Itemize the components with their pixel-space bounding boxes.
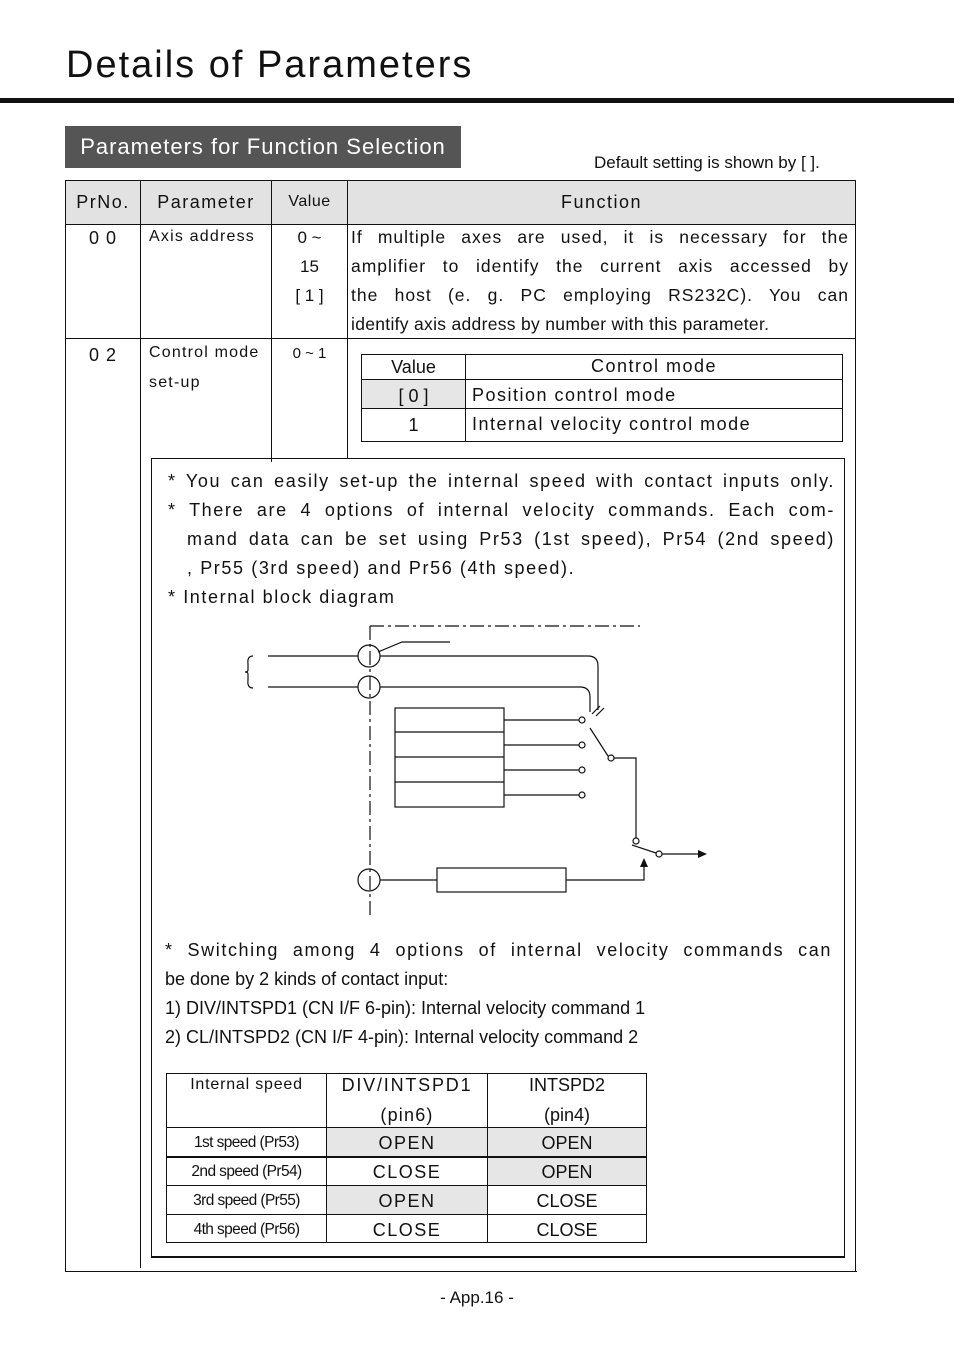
mode-row2-mode: Internal velocity control mode xyxy=(472,414,752,434)
mode-row1-mode: Position control mode xyxy=(472,385,677,405)
speed-header-intspd2-l2: (pin4) xyxy=(543,1105,591,1125)
row1-parameter: Axis address xyxy=(149,228,255,245)
row1-function-l4: identify axis address by number with this parameter. xyxy=(351,314,770,334)
input-brace xyxy=(245,656,253,688)
speed-header-internal-speed: Internal speed xyxy=(190,1076,303,1093)
row1-function-l1: If multiple axes are used, it is necessary for the xyxy=(351,227,849,247)
speed-table-h2 xyxy=(166,1156,647,1158)
switching-line-4: 2) CL/INTSPD2 (CN I/F 4-pin): Internal velocity command 2 xyxy=(165,1027,639,1047)
speed-row4-label: 4th speed (Pr56) xyxy=(193,1221,300,1238)
control-arrowhead xyxy=(640,858,648,867)
speed-row3-intspd1: OPEN xyxy=(378,1191,436,1211)
leader-line xyxy=(378,642,450,652)
switching-line-1: * Switching among 4 options of internal velocity commands can xyxy=(165,940,832,960)
default-setting-note: Default setting is shown by [ ]. xyxy=(594,153,820,172)
selector-output-line xyxy=(614,758,636,838)
bullet-1: * You can easily set-up the internal speed with contact inputs only. xyxy=(168,471,835,491)
input-circle-1 xyxy=(358,645,380,667)
row2-parameter-l2: set-up xyxy=(149,374,201,391)
control-line-1 xyxy=(380,656,598,710)
page-number: - App.16 - xyxy=(440,1288,514,1307)
input-circle-2 xyxy=(358,676,380,698)
speed-table-right xyxy=(646,1073,647,1243)
bullet-2: * There are 4 options of internal velocity commands. Each com- xyxy=(168,500,835,520)
speed-row1-intspd2: OPEN xyxy=(541,1133,593,1153)
contact-1 xyxy=(579,717,585,723)
speed-table-h1 xyxy=(166,1127,647,1128)
switching-line-2: be done by 2 kinds of contact input: xyxy=(165,969,449,989)
speed-row4-intspd1: CLOSE xyxy=(372,1220,442,1240)
row2-prno: 0 2 xyxy=(89,345,118,365)
selector-pivot xyxy=(608,755,614,761)
mode-header-control-mode: Control mode xyxy=(590,356,718,376)
speed-row2-intspd1: CLOSE xyxy=(372,1162,442,1182)
contact-2 xyxy=(579,742,585,748)
speed-row4-intspd2: CLOSE xyxy=(536,1220,598,1240)
mode-switch-pivot xyxy=(656,851,662,857)
header-prno: PrNo. xyxy=(76,192,130,212)
row1-function-l2: amplifier to identify the current axis accessed by xyxy=(351,256,849,276)
row1-function-l3: the host (e. g. PC employing RS232C). You can xyxy=(351,285,849,305)
section-banner: Parameters for Function Selection xyxy=(65,126,461,168)
speed-table-v1 xyxy=(326,1073,327,1243)
bullet-2-cont-2: , Pr55 (3rd speed) and Pr56 (4th speed). xyxy=(187,558,576,578)
row1-value-l3: [ 1 ] xyxy=(295,286,324,305)
header-function: Function xyxy=(560,192,643,212)
speed-table-left xyxy=(166,1073,167,1243)
mode-switch-arm xyxy=(632,845,656,853)
speed-row3-label: 3rd speed (Pr55) xyxy=(193,1192,300,1209)
mode-header-value: Value xyxy=(391,357,436,377)
row2-value: 0 ~ 1 xyxy=(292,345,327,362)
lower-control-line xyxy=(566,866,644,880)
selector-arm xyxy=(590,728,608,756)
control-mode-block xyxy=(437,868,566,892)
mode-switch-contact xyxy=(633,838,639,844)
speed-table-h4 xyxy=(166,1214,647,1215)
mode-row2-value: 1 xyxy=(408,415,419,435)
speed-row1-label: 1st speed (Pr53) xyxy=(194,1134,299,1151)
header-value: Value xyxy=(288,193,331,210)
row1-prno: 0 0 xyxy=(89,228,118,248)
bullet-2-cont-1: mand data can be set using Pr53 (1st speed), Pr54 (2nd speed) xyxy=(187,529,835,549)
bullet-3: * Internal block diagram xyxy=(168,587,396,607)
contact-3 xyxy=(579,767,585,773)
speed-table-h3 xyxy=(166,1185,647,1186)
row1-value-l1: 0 ~ xyxy=(297,228,322,247)
speed-row1-intspd1: OPEN xyxy=(378,1133,436,1153)
input-circle-3 xyxy=(358,869,380,891)
contact-4 xyxy=(579,792,585,798)
row2-parameter-l1: Control mode xyxy=(149,344,260,361)
speed-row3-intspd2: CLOSE xyxy=(536,1191,598,1211)
speed-table-v2 xyxy=(487,1073,488,1243)
mode-row1-value: [ 0 ] xyxy=(398,386,429,406)
page-title: Details of Parameters xyxy=(66,44,474,86)
header-parameter: Parameter xyxy=(157,192,255,212)
speed-table-top xyxy=(166,1073,647,1074)
speed-header-intspd1-l2: (pin6) xyxy=(380,1105,434,1125)
speed-table-bottom xyxy=(166,1242,647,1243)
switching-line-3: 1) DIV/INTSPD1 (CN I/F 6-pin): Internal velocity command 1 xyxy=(165,998,646,1018)
row1-value-l2: 15 xyxy=(300,257,319,276)
speed-row2-label: 2nd speed (Pr54) xyxy=(191,1163,302,1180)
speed-row2-intspd2: OPEN xyxy=(541,1162,593,1182)
speed-header-intspd1-l1: DIV/INTSPD1 xyxy=(341,1075,473,1095)
speed-header-intspd2-l1: INTSPD2 xyxy=(528,1075,606,1095)
output-arrowhead xyxy=(698,850,707,858)
